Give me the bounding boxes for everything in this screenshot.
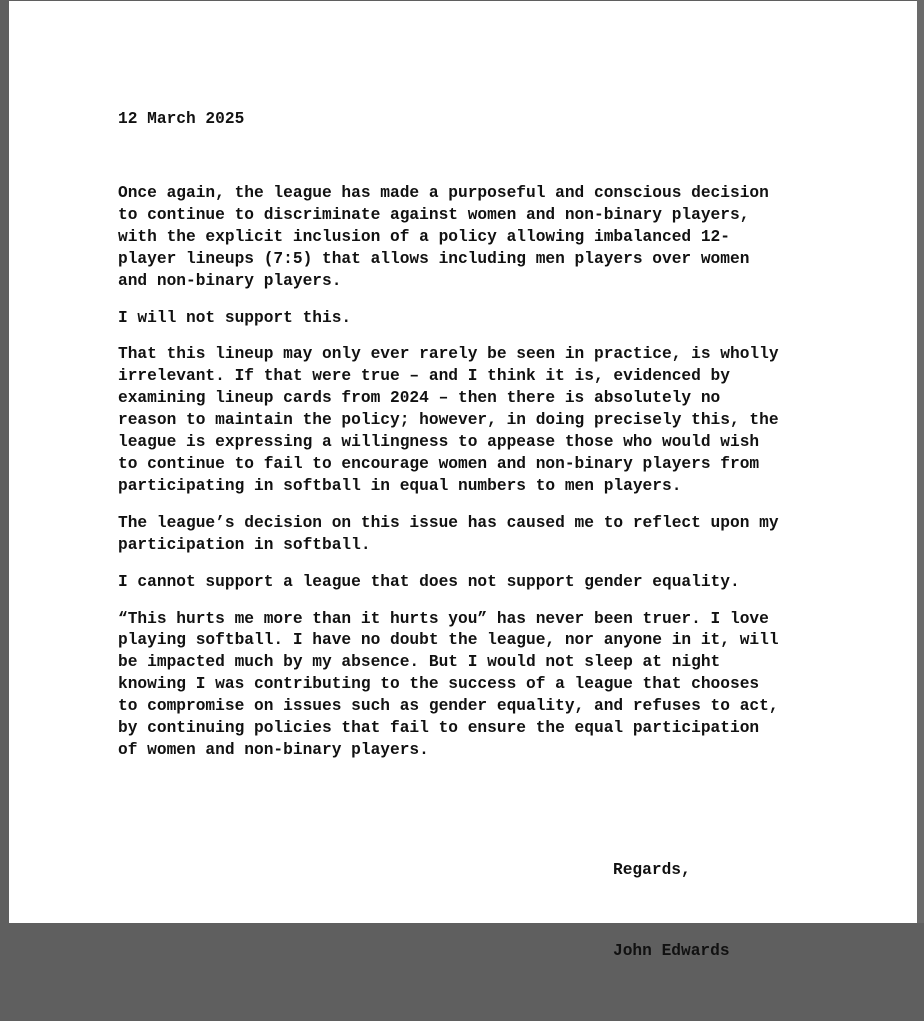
paragraph-3: That this lineup may only ever rarely be seen in practice, is wholly irrelevant. If that were true – and I think it is, evidenced by examining lineup cards from 2024 – then there is absolutely no reason to maintain the policy; however, in doing precisely this, the league is expressing a willingness to appease those who would wish to continue to fail to encourage women and non-binary players from participating in softball in equal numbers to men players. [118,345,779,495]
paragraph-1: Once again, the league has made a purposeful and conscious decision to continue to discriminate against women and non-binary players, with the explicit inclusion of a policy allowing imbalanced 12- player lineups (7:5) that allows including men players over women and non-binary players. [118,184,769,290]
viewer-scrollbar[interactable] [917,0,924,923]
signature-name: John Edwards [613,941,730,960]
closing-salutation: Regards, [613,860,691,879]
letter-page [9,1,917,960]
paragraph-5: I cannot support a league that does not support gender equality. [118,572,740,591]
paragraph-4: The league’s decision on this issue has caused me to reflect upon my participation in softball. [118,513,779,554]
letter-body [118,183,818,777]
paragraph-2: I will not support this. [118,308,352,327]
letter-closing-block [613,816,730,1021]
paragraph-6: “This hurts me more than it hurts you” has never been truer. I love playing softball. I have no doubt the league, nor anyone in it, will be impacted much by my absence. But I would not sleep at night knowing I was contributing to the success of a league that chooses to compromise on issues such as gender equality, and refuses to act, by continuing policies that fail to ensure the equal participation of women and non-binary players. [118,609,779,759]
letter-date: 12 March 2025 [118,110,245,128]
